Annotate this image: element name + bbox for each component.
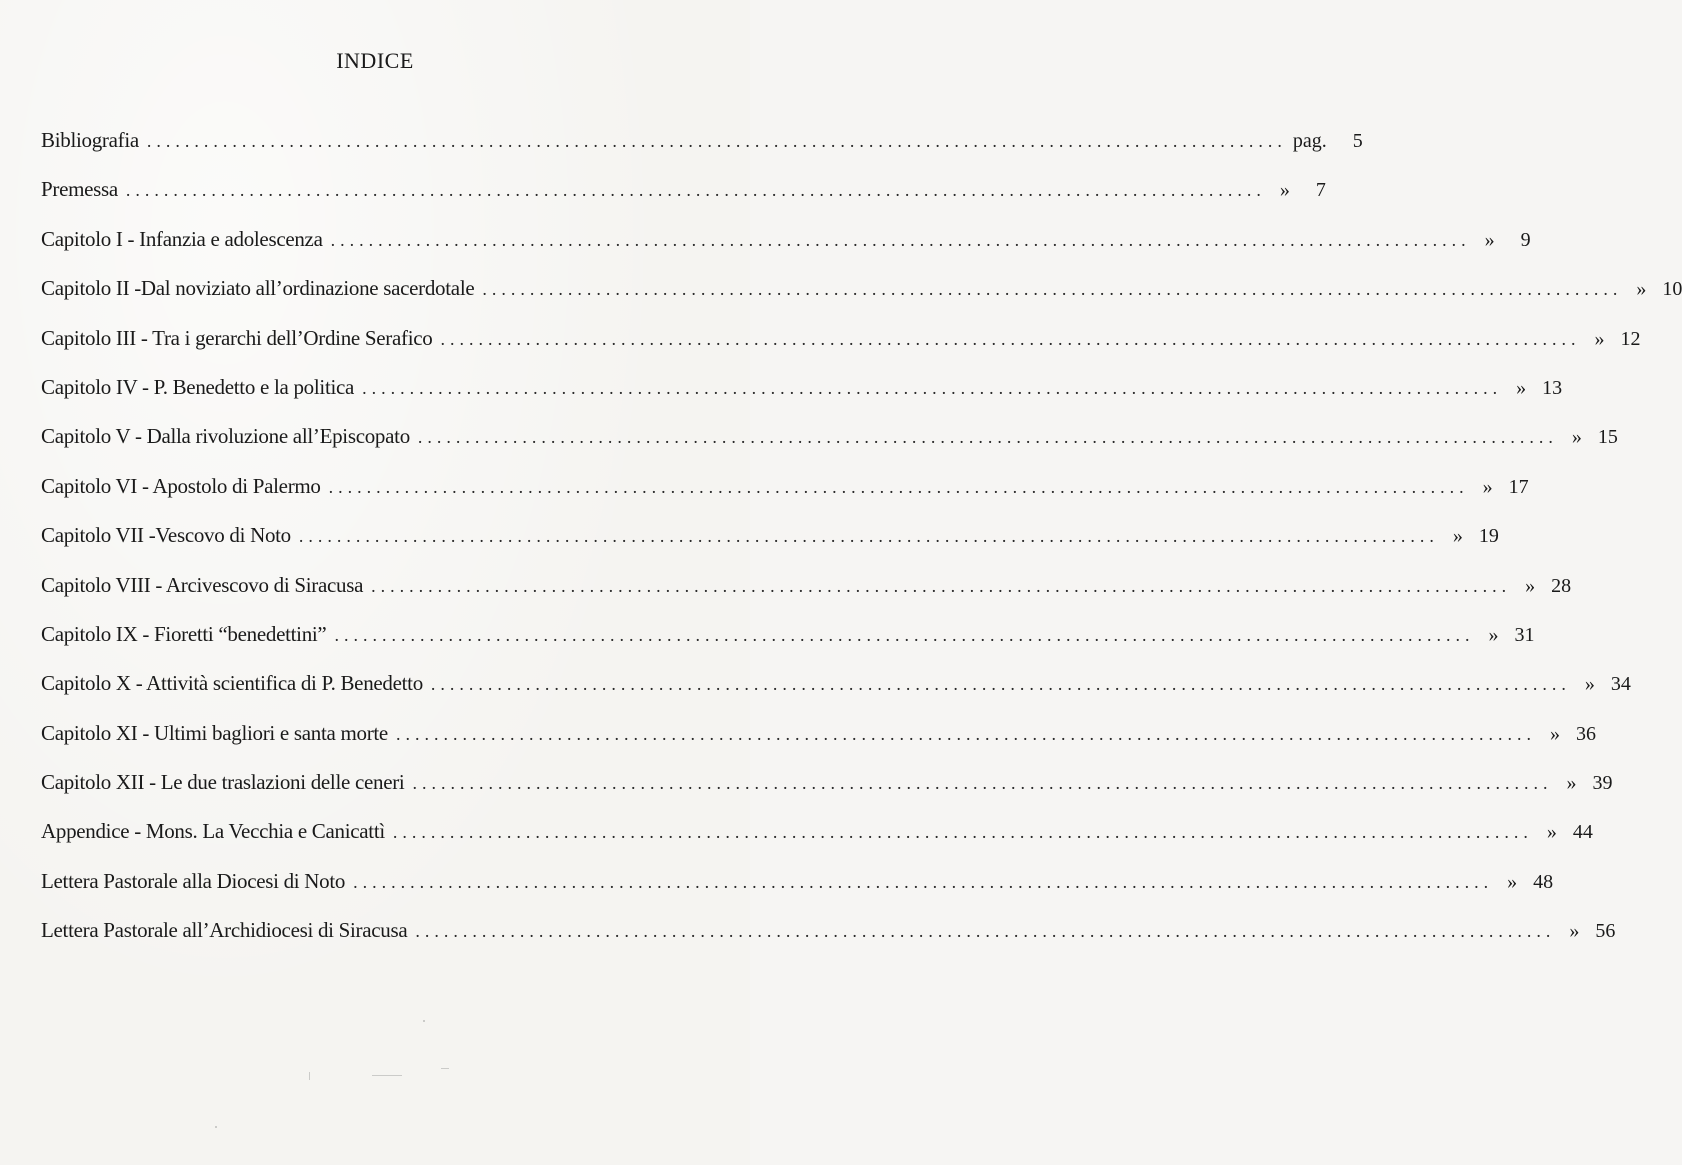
toc-entry-label: Capitolo XI - Ultimi bagliori e santa morte — [41, 720, 388, 745]
page-marker: » — [1452, 525, 1463, 548]
toc-entry-label: Capitolo VI - Apostolo di Palermo — [41, 473, 321, 498]
page-marker: » — [1488, 623, 1499, 646]
toc-entry-label: Premessa — [41, 177, 118, 202]
page-marker: » — [1516, 376, 1527, 399]
toc-entry-label: Capitolo II -Dal noviziato all’ordinazione sacerdotale — [41, 276, 475, 301]
dot-leader: ........................................................................................................................ — [353, 871, 1494, 892]
dot-leader: ........................................................................................................................ — [412, 773, 1553, 794]
toc-entry-label: Capitolo IX - Fioretti “benedettini” — [41, 621, 327, 646]
page-marker: » — [1525, 574, 1536, 597]
toc-entry-label: Capitolo I - Infanzia e adolescenza — [41, 226, 323, 251]
dot-leader: ........................................................................................................................ — [482, 279, 1623, 300]
page-marker: » — [1482, 475, 1493, 498]
page-number: 15 — [1597, 426, 1618, 449]
scan-speck — [372, 1075, 402, 1076]
dot-leader: ........................................................................................................................ — [330, 229, 1471, 250]
page-marker: » — [1566, 772, 1577, 795]
page-number: 17 — [1508, 475, 1529, 498]
toc-entry-capitolo-12 — [41, 770, 1613, 819]
page-number: 12 — [1620, 327, 1641, 350]
scan-speck — [215, 1126, 217, 1128]
toc-entry-label: Capitolo IV - P. Benedetto e la politica — [41, 374, 355, 399]
page-number: 7 — [1315, 179, 1326, 202]
page-number: 36 — [1575, 722, 1596, 745]
toc-entry-label: Capitolo XII - Le due traslazioni delle ceneri — [41, 770, 405, 795]
toc-entry-capitolo-1 — [41, 226, 1531, 276]
page-number: 10 — [1662, 278, 1682, 301]
toc-entry-label: Bibliografia — [41, 128, 139, 152]
toc-entry-capitolo-5 — [41, 424, 1618, 473]
dot-leader: ........................................................................................................................ — [125, 180, 1266, 201]
dot-leader: ........................................................................................................................ — [371, 575, 1512, 596]
toc-entry-capitolo-7 — [41, 523, 1499, 572]
toc-entry-label: Capitolo V - Dalla rivoluzione all’Episcopato — [41, 424, 410, 449]
table-of-contents — [41, 128, 1682, 968]
scan-speck — [441, 1068, 449, 1069]
toc-entry-capitolo-4 — [41, 374, 1563, 424]
dot-leader: ........................................................................................................................ — [430, 674, 1571, 695]
toc-entry-appendice — [41, 819, 1593, 868]
toc-entry-lettera-noto — [41, 868, 1554, 918]
page-marker: » — [1484, 228, 1495, 251]
page-marker: » — [1594, 327, 1605, 350]
page-number: 48 — [1533, 870, 1554, 893]
page-number: 19 — [1478, 525, 1499, 548]
dot-leader: ........................................................................................................................ — [395, 723, 1536, 744]
toc-entry-capitolo-8 — [41, 572, 1572, 622]
dot-leader: ........................................................................................................................ — [417, 427, 1558, 448]
page-number: 13 — [1542, 376, 1563, 399]
toc-entry-label: Capitolo X - Attività scientifica di P. Benedetto — [41, 671, 423, 696]
toc-entry-label: Capitolo III - Tra i gerarchi dell’Ordine Serafico — [41, 325, 433, 350]
toc-entry-label: Lettera Pastorale all’Archidiocesi di Siracusa — [41, 918, 408, 943]
page-marker: » — [1546, 821, 1557, 844]
page-marker: » — [1569, 920, 1580, 943]
dot-leader: ........................................................................................................................ — [298, 526, 1439, 547]
page-marker: » — [1636, 278, 1647, 301]
toc-entry-bibliografia — [41, 128, 1363, 177]
page-marker: » — [1584, 673, 1595, 696]
dot-leader: ........................................................................................................................ — [362, 377, 1503, 398]
toc-entry-capitolo-6 — [41, 473, 1529, 523]
dot-leader: ........................................................................................................................ — [392, 822, 1533, 843]
page-marker: » — [1571, 426, 1582, 449]
page-number: 9 — [1520, 228, 1531, 251]
toc-entry-label: Appendice - Mons. La Vecchia e Canicattì — [41, 819, 385, 844]
page-number: 34 — [1610, 673, 1631, 696]
toc-entry-label: Lettera Pastorale alla Diocesi di Noto — [41, 868, 346, 893]
toc-entry-capitolo-2 — [41, 276, 1682, 325]
page-marker: » — [1507, 870, 1518, 893]
toc-entry-premessa — [41, 177, 1326, 226]
dot-leader: ........................................................................................................................ — [440, 328, 1581, 349]
dot-leader: ........................................................................................................................ — [334, 624, 1475, 645]
scan-speck — [309, 1072, 310, 1080]
dot-leader: ........................................................................................................................ — [146, 131, 1287, 151]
dot-leader: ........................................................................................................................ — [328, 476, 1469, 497]
toc-entry-capitolo-3 — [41, 325, 1641, 375]
page-number: 56 — [1595, 920, 1616, 943]
scan-speck — [423, 1020, 425, 1022]
page-number: 31 — [1514, 623, 1535, 646]
page-marker: » — [1279, 179, 1290, 202]
page-title: INDICE — [336, 48, 414, 73]
page-marker: » — [1549, 722, 1560, 745]
toc-entry-capitolo-10 — [41, 671, 1631, 720]
toc-entry-label: Capitolo VII -Vescovo di Noto — [41, 523, 291, 548]
toc-entry-label: Capitolo VIII - Arcivescovo di Siracusa — [41, 572, 364, 597]
page-marker: pag. — [1292, 130, 1327, 152]
page-number: 28 — [1551, 574, 1572, 597]
dot-leader: ........................................................................................................................ — [415, 921, 1556, 942]
toc-entry-capitolo-9 — [41, 621, 1535, 671]
page-number: 5 — [1352, 130, 1363, 152]
page-number: 44 — [1572, 821, 1593, 844]
toc-entry-capitolo-11 — [41, 720, 1596, 770]
page-number: 39 — [1592, 772, 1613, 795]
toc-entry-lettera-siracusa — [41, 918, 1616, 967]
